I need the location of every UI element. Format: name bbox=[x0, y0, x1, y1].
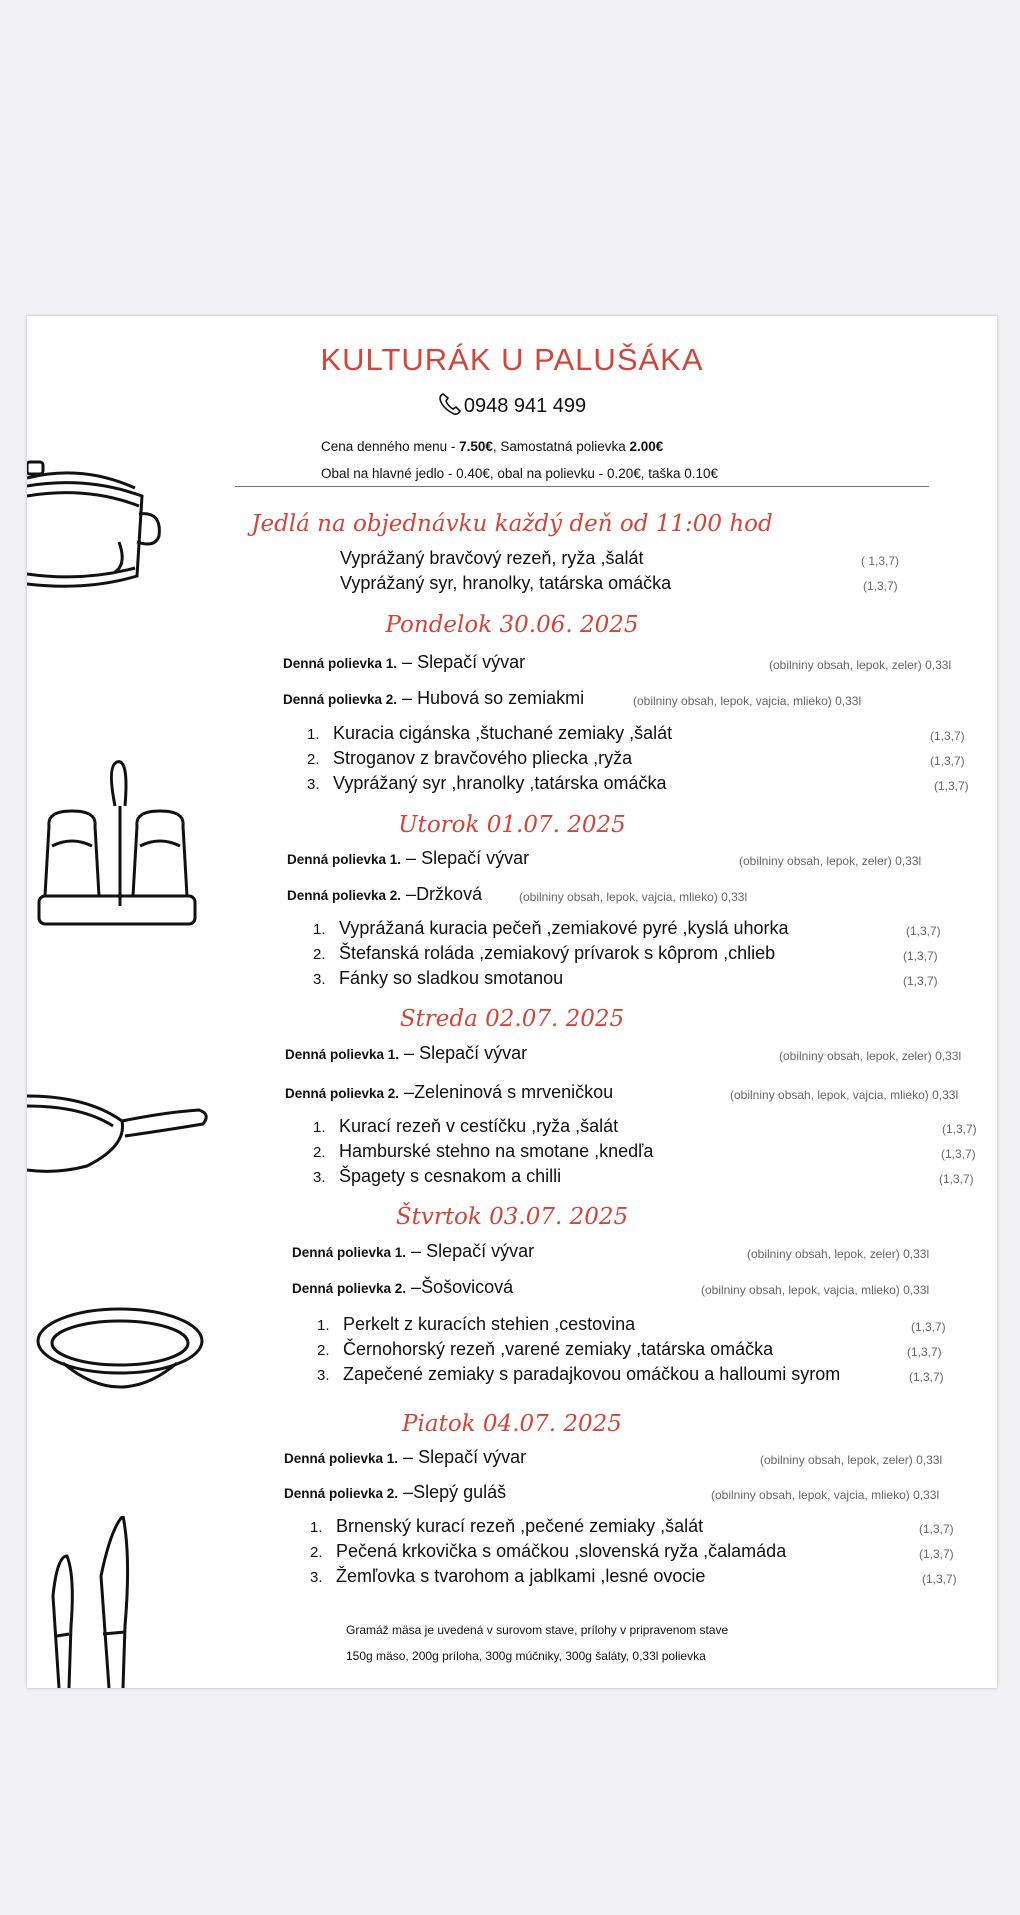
restaurant-title: KULTURÁK U PALUŠÁKA bbox=[320, 342, 704, 377]
soup-label: Denná polievka 1. bbox=[292, 1245, 407, 1260]
order-heading: Jedlá na objednávku každý deň od 11:00 hod bbox=[251, 511, 773, 537]
soup-line bbox=[292, 1241, 534, 1262]
meal-number: 3. bbox=[310, 1569, 323, 1586]
meal-name: Brnenský kurací rezeň ,pečené zemiaky ,šalát bbox=[336, 1516, 704, 1536]
meal-name: Černohorský rezeň ,varené zemiaky ,tatárska omáčka bbox=[343, 1339, 774, 1359]
soup-sep: – bbox=[401, 884, 417, 904]
menu-price: 7.50€ bbox=[459, 439, 493, 454]
meal-number: 1. bbox=[317, 1317, 330, 1334]
day-heading-thursday: Štvrtok 03.07. 2025 bbox=[395, 1204, 629, 1230]
price-prefix: Cena denného menu - bbox=[321, 439, 460, 454]
meal-item bbox=[313, 918, 789, 939]
soup-line bbox=[283, 688, 584, 709]
soup-line bbox=[287, 884, 482, 905]
order-item: Vyprážaný syr, hranolky, tatárska omáčka bbox=[340, 573, 672, 593]
meal-allergens: (1,3,7) bbox=[939, 1172, 974, 1186]
soup-line bbox=[284, 1447, 526, 1468]
packaging-info: Obal na hlavné jedlo - 0.40€, obal na polievku - 0.20€, taška 0.10€ bbox=[321, 466, 719, 481]
day-heading-tuesday: Utorok 01.07. 2025 bbox=[398, 812, 626, 838]
soup-name: Hubová so zemiakmi bbox=[417, 688, 585, 708]
meal-item bbox=[310, 1516, 703, 1537]
soup-name: Zeleninová s mrveničkou bbox=[414, 1082, 614, 1102]
meal-number: 2. bbox=[317, 1342, 330, 1359]
soup-line bbox=[284, 1482, 506, 1503]
soup-label: Denná polievka 2. bbox=[284, 1486, 399, 1501]
soup-name: Slepačí vývar bbox=[421, 848, 530, 868]
meal-number: 1. bbox=[313, 921, 326, 938]
meal-allergens: (1,3,7) bbox=[930, 754, 965, 768]
meal-name: Vyprážaný syr ,hranolky ,tatárska omáčka bbox=[333, 773, 667, 793]
soup-sep: – bbox=[398, 1482, 414, 1502]
meal-name: Stroganov z bravčového pliecka ,ryža bbox=[333, 748, 633, 768]
soup-price: 2.00€ bbox=[629, 439, 664, 454]
meal-name: Fánky so sladkou smotanou bbox=[339, 968, 564, 988]
meal-item bbox=[317, 1314, 635, 1335]
meal-allergens: (1,3,7) bbox=[922, 1572, 957, 1586]
soup-allergens: (obilniny obsah, lepok, zeler) 0,33l bbox=[747, 1247, 930, 1261]
meal-name: Kurací rezeň v cestíčku ,ryža ,šalát bbox=[339, 1116, 619, 1136]
meal-name: Perkelt z kuracích stehien ,cestovina bbox=[343, 1314, 636, 1334]
soup-sep: – bbox=[397, 652, 418, 672]
meal-allergens: (1,3,7) bbox=[903, 974, 938, 988]
order-item-allergens: ( 1,3,7) bbox=[861, 554, 900, 568]
footer-note-portions: 150g mäso, 200g príloha, 300g múčniky, 300g šaláty, 0,33l polievka bbox=[346, 1649, 706, 1663]
meal-item bbox=[307, 773, 666, 794]
meal-name: Žemľovka s tvarohom a jablkami ,lesné ovocie bbox=[336, 1566, 706, 1586]
soup-label: Denná polievka 1. bbox=[283, 656, 398, 671]
soup-name: Slepačí vývar bbox=[426, 1241, 535, 1261]
price-info bbox=[321, 439, 663, 454]
soup-sep: – bbox=[401, 848, 422, 868]
meal-allergens: (1,3,7) bbox=[911, 1320, 946, 1334]
soup-allergens: (obilniny obsah, lepok, zeler) 0,33l bbox=[769, 658, 952, 672]
soup-label: Denná polievka 1. bbox=[287, 852, 402, 867]
order-item: Vyprážaný bravčový rezeň, ryža ,šalát bbox=[340, 548, 644, 568]
day-heading-monday: Pondelok 30.06. 2025 bbox=[385, 612, 639, 638]
meal-name: Špagety s cesnakom a chilli bbox=[339, 1166, 562, 1186]
meal-number: 2. bbox=[310, 1544, 323, 1561]
meal-number: 2. bbox=[313, 1144, 326, 1161]
soup-sep: – bbox=[398, 1447, 419, 1467]
meal-allergens: (1,3,7) bbox=[909, 1370, 944, 1384]
plate-icon bbox=[35, 1301, 205, 1401]
soup-label: Denná polievka 1. bbox=[285, 1047, 400, 1062]
meal-allergens: (1,3,7) bbox=[906, 924, 941, 938]
meal-allergens: (1,3,7) bbox=[919, 1522, 954, 1536]
day-heading-wednesday: Streda 02.07. 2025 bbox=[399, 1006, 625, 1032]
soup-allergens: (obilniny obsah, lepok, zeler) 0,33l bbox=[739, 854, 922, 868]
frying-pan-icon bbox=[27, 1076, 212, 1186]
meal-name: Hamburské stehno na smotane ,knedľa bbox=[339, 1141, 654, 1161]
meal-allergens: (1,3,7) bbox=[941, 1147, 976, 1161]
soup-line bbox=[287, 848, 529, 869]
soup-sep: – bbox=[406, 1241, 427, 1261]
meal-allergens: (1,3,7) bbox=[907, 1345, 942, 1359]
meal-number: 3. bbox=[317, 1367, 330, 1384]
price-mid: , Samostatná polievka bbox=[492, 439, 630, 454]
soup-name: Slepačí vývar bbox=[419, 1043, 528, 1063]
soup-sep: – bbox=[406, 1277, 422, 1297]
soup-line bbox=[292, 1277, 513, 1298]
soup-label: Denná polievka 1. bbox=[284, 1451, 399, 1466]
soup-label: Denná polievka 2. bbox=[285, 1086, 400, 1101]
soup-label: Denná polievka 2. bbox=[287, 888, 402, 903]
order-item-allergens: (1,3,7) bbox=[863, 579, 898, 593]
meal-item bbox=[313, 1116, 618, 1137]
soup-name: Slepačí vývar bbox=[417, 652, 526, 672]
soup-allergens: (obilniny obsah, lepok, zeler) 0,33l bbox=[779, 1049, 962, 1063]
meal-item bbox=[310, 1566, 705, 1587]
meal-number: 3. bbox=[313, 971, 326, 988]
soup-allergens: (obilniny obsah, lepok, vajcia, mlieko) 0,33l bbox=[701, 1283, 930, 1297]
meal-allergens: (1,3,7) bbox=[903, 949, 938, 963]
soup-label: Denná polievka 2. bbox=[292, 1281, 407, 1296]
meal-name: Kuracia cigánska ,štuchané zemiaky ,šalát bbox=[333, 723, 673, 743]
meal-name: Pečená krkovička s omáčkou ,slovenská ryža ,čalamáda bbox=[336, 1541, 787, 1561]
meal-item bbox=[307, 723, 672, 744]
meal-name: Štefanská roláda ,zemiakový prívarok s kôprom ,chlieb bbox=[339, 943, 776, 963]
soup-allergens: (obilniny obsah, lepok, vajcia, mlieko) 0,33l bbox=[519, 890, 748, 904]
soup-line bbox=[285, 1082, 613, 1103]
meal-number: 3. bbox=[313, 1169, 326, 1186]
soup-allergens: (obilniny obsah, lepok, vajcia, mlieko) 0,33l bbox=[730, 1088, 959, 1102]
soup-allergens: (obilniny obsah, lepok, zeler) 0,33l bbox=[760, 1453, 943, 1467]
menu-page bbox=[27, 316, 997, 1688]
meal-item bbox=[313, 943, 775, 964]
soup-line bbox=[285, 1043, 527, 1064]
soup-name: Slepačí vývar bbox=[418, 1447, 527, 1467]
phone-icon bbox=[438, 392, 462, 416]
meal-allergens: (1,3,7) bbox=[930, 729, 965, 743]
meal-number: 2. bbox=[313, 946, 326, 963]
soup-sep: – bbox=[399, 1082, 415, 1102]
meal-item bbox=[313, 968, 563, 989]
meal-item bbox=[310, 1541, 786, 1562]
meal-number: 3. bbox=[307, 776, 320, 793]
soup-label: Denná polievka 2. bbox=[283, 692, 398, 707]
meal-name: Zapečené zemiaky s paradajkovou omáčkou a halloumi syrom bbox=[343, 1364, 841, 1384]
header-divider bbox=[235, 486, 929, 487]
soup-allergens: (obilniny obsah, lepok, vajcia, mlieko) 0,33l bbox=[711, 1488, 940, 1502]
soup-sep: – bbox=[397, 688, 418, 708]
salt-pepper-shakers-icon bbox=[37, 756, 202, 936]
meal-number: 1. bbox=[310, 1519, 323, 1536]
soup-name: Slepý guláš bbox=[413, 1482, 507, 1502]
knives-icon bbox=[39, 1516, 149, 1688]
meal-item bbox=[313, 1166, 561, 1187]
phone-text: 0948 941 499 bbox=[463, 395, 587, 417]
day-heading-friday: Piatok 04.07. 2025 bbox=[402, 1411, 622, 1437]
meal-item bbox=[317, 1364, 840, 1385]
meal-allergens: (1,3,7) bbox=[942, 1122, 977, 1136]
meal-allergens: (1,3,7) bbox=[919, 1547, 954, 1561]
soup-line bbox=[283, 652, 525, 673]
meal-item bbox=[317, 1339, 773, 1360]
meal-name: Vyprážaná kuracia pečeň ,zemiakové pyré ,kyslá uhorka bbox=[339, 918, 789, 938]
soup-allergens: (obilniny obsah, lepok, vajcia, mlieko) 0,33l bbox=[633, 694, 862, 708]
meal-item bbox=[313, 1141, 653, 1162]
meal-item bbox=[307, 748, 632, 769]
soup-name: Šošovicová bbox=[421, 1277, 514, 1297]
phone-number[interactable] bbox=[27, 392, 997, 418]
meal-number: 1. bbox=[307, 726, 320, 743]
meal-allergens: (1,3,7) bbox=[934, 779, 969, 793]
soup-name: Držková bbox=[416, 884, 483, 904]
footer-note-weight: Gramáž mäsa je uvedená v surovom stave, prílohy v pripravenom stave bbox=[346, 1623, 729, 1637]
meal-number: 2. bbox=[307, 751, 320, 768]
meal-number: 1. bbox=[313, 1119, 326, 1136]
soup-sep: – bbox=[399, 1043, 420, 1063]
